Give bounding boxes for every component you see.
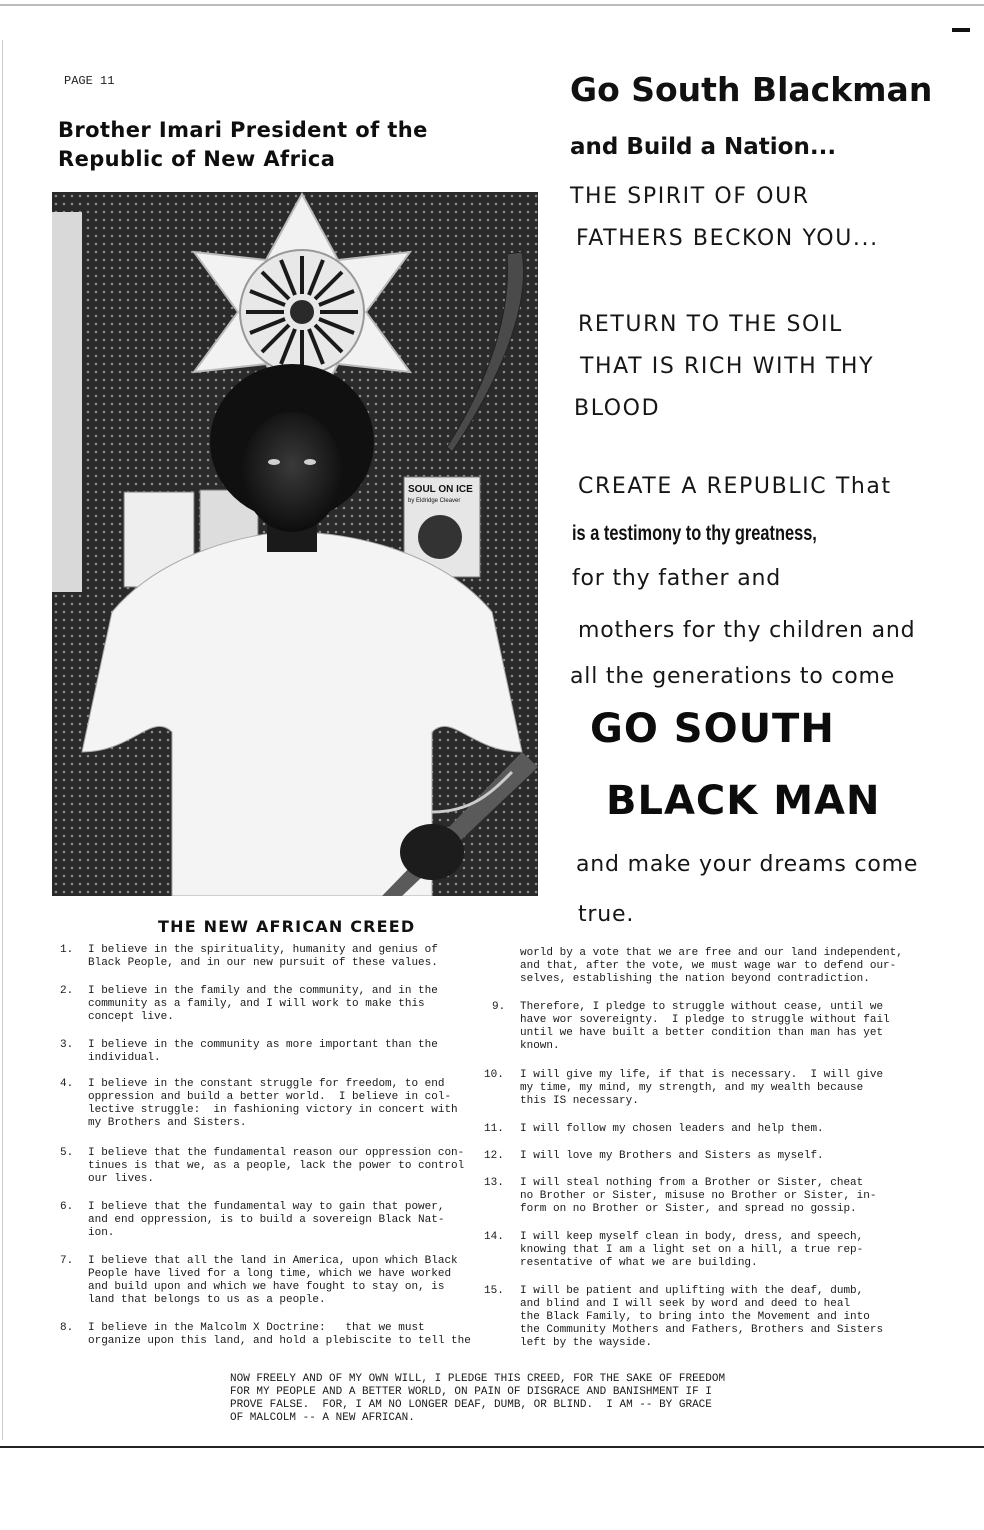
corner-mark [952,28,970,32]
creed-item-text: I believe in the constant struggle for freedom, to end oppression and build a better world. I believe in col- lective struggle: in fashioning victory in concert with my Brothers and Sisters. [88,1078,458,1129]
page-number: PAGE 11 [64,74,115,88]
creed-item-number: 11. [484,1123,504,1135]
big-black-man: BLACK MAN [606,778,881,824]
creed-item-number: 9. [492,1001,506,1013]
creed-item-text: world by a vote that we are free and our land independent, and that, after the vote, we must wage war to defend our- selves, establishing the nation beyond contradiction. [520,947,903,985]
creed-item-number: 5. [60,1147,74,1159]
poem-line-10: all the generations to come [570,664,896,689]
left-headline [58,116,528,174]
right-column [568,66,968,946]
creed-pledge: NOW FREELY AND OF MY OWN WILL, I PLEDGE THIS CREED, FOR THE SAKE OF FREEDOM FOR MY PEOPLE AND A BETTER WORLD, ON PAIN OF DISGRACE AND BANISHMENT IF I PROVE FALSE. FOR, I AM NO LONGER DEAF, DUMB, OR BLIND. I AM -- BY GRACE OF MALCOLM -- A NEW AFRICAN. [230,1373,726,1424]
creed-item-number: 15. [484,1285,504,1297]
creed-item-number: 3. [60,1039,74,1051]
creed-item-text: I believe that the fundamental reason our oppression con- tinues is that we, as a people, lack the power to control our lives. [88,1147,465,1185]
creed-item-text: Therefore, I pledge to struggle without cease, until we have wor sovereignty. I pledge to struggle without fail until we have built a better condition than man has yet known. [520,1001,890,1052]
creed-item-text: I will give my life, if that is necessary. I will give my time, my mind, my strength, and my wealth because this IS necessary. [520,1069,884,1107]
creed-item [60,944,480,970]
right-subtitle: and Build a Nation... [570,134,837,160]
left-margin-rule [2,40,3,1440]
creed-title: THE NEW AFRICAN CREED [158,917,416,936]
creed-item [60,1201,480,1240]
creed-item-number: 6. [60,1201,74,1213]
creed-item-text: I will steal nothing from a Brother or Sister, cheat no Brother or Sister, misuse no Brother or Sister, in- form on no Brother or Sister, and spread no gossip. [520,1177,877,1215]
creed-item [60,985,480,1024]
closing-line-1: and make your dreams come [576,852,919,877]
creed-item [484,1231,924,1270]
right-title: Go South Blackman [570,70,933,109]
poem-line-9: mothers for thy children and [578,618,916,643]
top-rule [0,4,984,6]
creed-item [484,1069,924,1108]
closing-line-2: true. [578,902,635,927]
poem-line-5: BLOOD [574,396,661,421]
poem-line-6: CREATE A REPUBLIC That [578,474,892,499]
creed-item-text: I believe in the community as more important than the individual. [88,1039,438,1064]
creed-item-number: 10. [484,1069,504,1081]
portrait-photo-illustration [52,192,538,896]
creed-item-number: 2. [60,985,74,997]
creed-item [484,1285,924,1350]
creed-item-number: 14. [484,1231,504,1243]
creed-item [60,1322,480,1348]
creed-item [484,1150,924,1163]
book-author: by Eldridge Cleaver [408,498,461,504]
creed-item [60,1255,480,1307]
creed-item-number: 12. [484,1150,504,1162]
creed-item [60,1147,480,1186]
left-headline-line-2: Republic of New Africa [58,147,336,171]
creed-item [484,1123,924,1136]
creed-item-number: 8. [60,1322,74,1334]
creed-item-number: 13. [484,1177,504,1189]
creed-item-number: 1. [60,944,74,956]
portrait-photo [52,192,538,896]
creed-item-text: I believe in the Malcolm X Doctrine: that we must organize upon this land, and hold a plebiscite to tell the [88,1322,471,1347]
creed-item [60,1078,480,1130]
bottom-rule [0,1446,984,1448]
left-headline-line-1: Brother Imari President of the [58,118,428,142]
creed-item [484,1177,924,1216]
creed-item-text: I believe in the family and the community, and in the community as a family, and I will work to make this concept live. [88,985,438,1023]
poem-line-8: for thy father and [572,566,781,591]
creed-item-text: I believe that all the land in America, upon which Black People have lived for a long time, which we have worked and build upon and which we have fought to stay on, is land that belongs to us as a people. [88,1255,458,1306]
creed-item [60,1039,480,1065]
poem-line-2: FATHERS BECKON YOU... [576,226,879,251]
creed-item-text: I believe that the fundamental way to gain that power, and end oppression, is to build a sovereign Black Nat- ion. [88,1201,445,1239]
poem-line-1: THE SPIRIT OF OUR [570,184,810,209]
book-title: SOUL ON ICE [408,484,473,495]
creed-item [492,947,932,986]
creed-item [492,1001,932,1053]
creed-item-text: I believe in the spirituality, humanity and genius of Black People, and in our new pursuit of these values. [88,944,438,969]
poem-line-7: is a testimony to thy greatness, [572,522,817,545]
big-go-south: GO SOUTH [590,706,835,752]
poem-line-4: THAT IS RICH WITH THY [580,354,875,379]
poem-line-3: RETURN TO THE SOIL [578,312,843,337]
creed-item-number: 4. [60,1078,74,1090]
creed-item-text: I will be patient and uplifting with the deaf, dumb, and blind and I will seek by word and deed to heal the Black Family, to bring into the Movement and into the Community Mothers and Fathers, Brothers and Sisters left by the wayside. [520,1285,884,1349]
creed-item-text: I will keep myself clean in body, dress, and speech, knowing that I am a light set on a hill, a true rep- resentative of what we are building. [520,1231,864,1269]
creed-item-text: I will follow my chosen leaders and help them. [520,1123,824,1135]
creed-item-text: I will love my Brothers and Sisters as myself. [520,1150,824,1162]
creed-item-number: 7. [60,1255,74,1267]
